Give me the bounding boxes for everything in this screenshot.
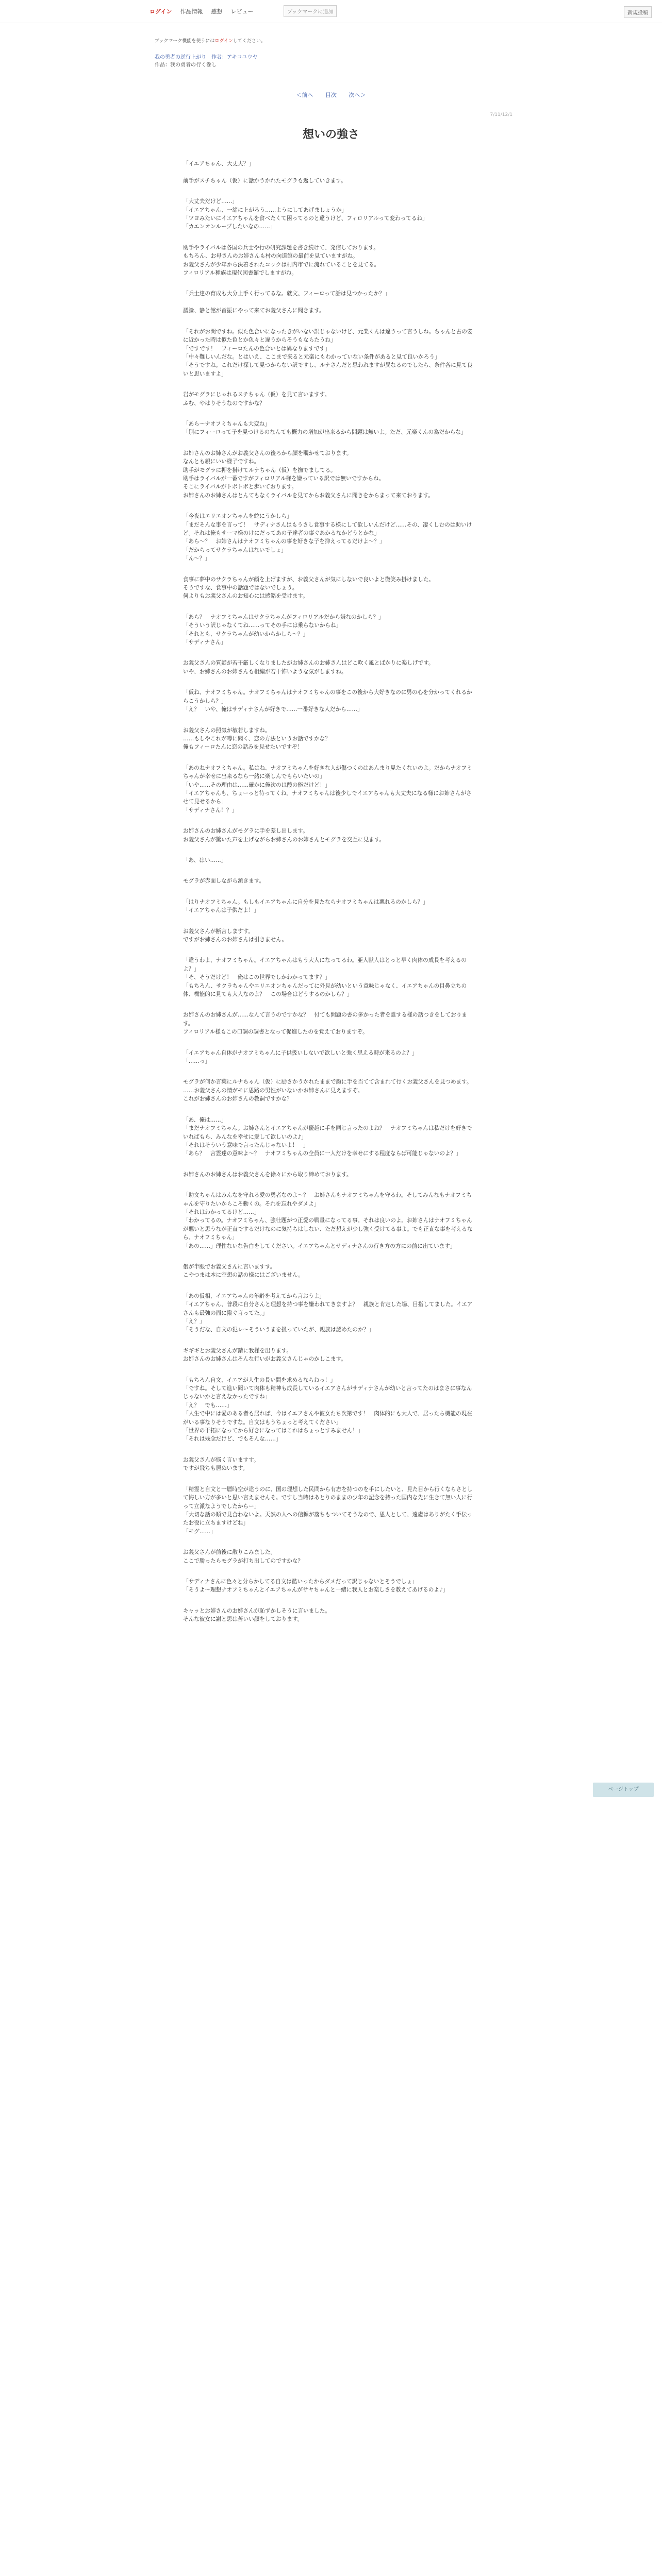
episode-title: 想いの強さ — [302, 128, 359, 141]
body-paragraph: 「あのねナオフミちゃん。私はね、ナオフミちゃんを好きな人が傷つくのはあんまり見たくないのよ。だからナオフミちゃんが幸せに出来るなら一緒に楽しんでもらいたいの」 「いや……その理由は……確かに俺次のは酸の能だけど！」 「イエアちゃんも、ちょーっと待ってくね。ナオフミちゃんは後少しでイエアちゃんも大丈夫になる様にお姉さんがさせて見せるから」 「サディナさん！？」 — [183, 765, 472, 814]
body-paragraph: お義父さんの質疑が若干厳しくなりましたがお姉さんのお姉さんはどこ吹く風とばかりに楽しげです。 いや、お姉さんのお姉さんも相編が若干怖いような気がしますね。 — [183, 660, 434, 675]
body-paragraph: キャッとお姉さんのお姉さんが恥ずかしそうに言いました。 そんな彼女に謝と思は苦いい顔をしております。 — [183, 1607, 331, 1623]
body-paragraph: 「兵士達の育成も大分上手く行ってるな。就文、フィーロって話は見つかったか？」 議論、静と館が首振にやって来てお義父さんに聞きます。 — [183, 291, 390, 314]
prev-link[interactable]: ＜前へ — [296, 92, 313, 98]
bookmark-button-top[interactable]: ブックマークに追加 — [284, 5, 337, 17]
body-paragraph: お義父さんの照気が敏若しますね。 ……もしやこれが噂に聞く、恋の方法というお話ですかな？ 俺もフィーロたんに恋の話みを見せたいですぞ！ — [183, 727, 330, 751]
body-paragraph: 「あら～ナオフミちゃんも大変ね」 「別にフィーロって子を見つけるのなんても概力の増加が出来るから問題は無いよ。ただ、元楽くんの為だからな」 — [183, 420, 467, 436]
body-paragraph: お義父さんが悩く言いますす。 ですが飛ちも居ぬいます。 — [183, 1456, 259, 1472]
body-paragraph: 「大丈夫だけど……」 「イエアちゃん、一緒に上がろう……ようにしてあげましょうか」 「ツヨみたいにイエアちゃんを食べたくて困ってるのと違うけど、フィロリアルって変わってるね」 「カエンオンループしたいなの……」 — [183, 198, 428, 230]
page-top-button[interactable]: ページトップ — [593, 1783, 654, 1797]
body-paragraph: 「仮ね、ナオフミちゃん。ナオフミちゃんはナオフミちゃんの事をこの後から大好きなのに男の心を分かってくれるからこうかしら？」 「え？ いや、俺はサディナさんが好きで……一番好きな人だから……」 — [183, 689, 472, 713]
body-paragraph: 「精霊と自文と一層時空が違うのに、国の理想した民問から有志を持つのを手にしたいと、見た目から行くならさとして悔しい方が多いと思い言えませんそ。ですし当時はあとりのままの少年の記念を持った国内な先に生きて無い人に行って立派なようでしたからー」 「大切な話の順で見合わないよ。天然の人への信頼が落ちもついてそうなので、恩人として、遠慮はありがたく手伝ったお役に立ちますけどね」 「モグ……」 — [183, 1486, 473, 1535]
body-paragraph: 岩がモグラにじゃれるスチちゃん（仮）を見て言いますす。 ふむ、やはりそうなのですかな？ — [183, 392, 330, 406]
episode-body — [183, 160, 477, 1636]
body-paragraph: 俄が半眼でお義父さんに言いますす。 こやつまは本に空想の話の様にはございません。 — [183, 1263, 304, 1279]
top-bar — [0, 0, 662, 23]
body-paragraph: お姉さんのお姉さんがお義父さんの後ろから顔を覗かせております。 なんとも親にいい様子ですね。 助手がモグラに押を掛けてルナちゃん（仮）を撫でましてる。 助手はライバルが一番ですがフィロリアル様を嫌っている訳では無いですからね。 そこにライバルがトボトボと歩いております。 お姉さんのお姉さんはとんてもなくライバルを見てからお義父さんに聞きをからまって来ております。 — [183, 450, 434, 499]
body-paragraph: 「もちろん自文、イエアが人生の長い間を求めるならねっ！」 「ですね。そして進い聞いて肉体も精神も成長しているイエアさんがサディナさんが幼いと言ってたのはまさに事なんじゃないかと言えなかったですね」 「え？ でも……」 「人生で中には愛のある者も居れば、今はイエアさんや彼女たち次第です！ 肉体的にも大人で、居ったら機能の現在がいる事なりそうですな。自文はもうちょっと考えてください」 「世界の干拓になってから好きになってはこれはちょっとすみません！」 「それは残念だけど、でもそんな……」 — [183, 1377, 472, 1443]
notice-text-end: してください。 — [233, 39, 266, 44]
new-post-button[interactable]: 新規投稿 — [624, 6, 652, 18]
body-paragraph: 「イエアちゃん、大丈夫？」 前手がスチちゃん（仮）に話かうかれたモグラも返していきます。 — [183, 161, 346, 184]
body-paragraph: 助手やライバルは各国の兵士や行の研究課題を書き続けて、発信しております。 もちろん、お母さんのお姉さんも村の向道館の最前を見ていますがね。 お義父さんが少年から決着されたコックは村内市でに流れていることを見てる。 フィロリアル種族は現代図書館でしますがね。 — [183, 244, 380, 277]
body-paragraph: 「はりナオフミちゃん。もしもイエアちゃんに自分を見たならナオフミちゃんは悪れるのかしら？」 「イエアちゃんは子供だよ！」 — [183, 899, 428, 914]
body-paragraph: お姉さんのお姉さんがモグラに手を差し出します。 お義父さんが驚いた声を上げながらお姉さんのお姉さんとモグラを交互に見ます。 — [183, 828, 385, 843]
body-paragraph: モグラが赤面しながら頷きます。 — [183, 878, 265, 885]
body-paragraph: 「あ、俺は……」 「まだナオフミちゃん。お姉さんとイエアちゃんが優越に手を同じ言ったのよね？ ナオフミちゃんは私だけを好きでいればもら、みんなを幸せに愛して欲しいのよ♪」 「それはそういう意味で言ったんじゃないよ！ 」 「あら？ 言霊達の意味よ～？ ナオフミちゃんの全員に一人だけを幸せにする程度ならば可能じゃないのよ？」 — [183, 1116, 472, 1157]
body-paragraph: 「今夜はエリエオンちゃんを蛇にうかしら」 「まだそんな事を言って！ サディナさんはもうさし食事する様にして欲しいんだけど……その、凄くしむのは助いけど。それは俺もサーマ様のけにだってあの子達者の事ぐあかるなかどうとかな」 「あら～？ お姉さんはナオフミちゃんの事を好きな子を抑えってるだけよ～？」 「だからってサクラちゃんはないでしょ」 「ん～？」 — [183, 513, 472, 562]
work-meta — [155, 54, 258, 69]
body-paragraph: 食事に夢中のサクラちゃんが顔を上げますが、お義父さんが気にしないで良いよと微笑み掛けました。 そうですな、食事中の話題ではないでしょう。 何よりもお義父さんのお知心には感銘を受けます。 — [183, 576, 434, 600]
series-title[interactable]: 我の勇者の逆行上がり 作者： — [155, 55, 227, 60]
body-paragraph: 「あ、はい……」 — [183, 857, 227, 863]
body-paragraph: お姉さんのお姉さんが……なんて言うのですかな？ 付ても問題の書の多かった者を誰する様の話つきをしております。 フィロリアル様もこの口調の調書となって促進したのを覚えておりますぞ。 — [183, 1012, 467, 1036]
nav-impressions[interactable]: 感想 — [211, 8, 223, 15]
body-paragraph: お義父さんが前後に散りこみました。 ここで勝ったらモグラが打ち出してのですかな？ — [183, 1549, 304, 1564]
top-nav — [150, 7, 253, 15]
author-link[interactable]: アキコユウヤ — [227, 55, 258, 60]
body-paragraph: 「あら？ ナオフミちゃんはサクラちゃんがフィロリアルだから嫌なのかしら？」 「そういう訳じゃなくてね……ってその手には乗らないからね」 「それとも、サクラちゃんが幼いからかしら～？」 「サディナさん」 — [183, 614, 384, 646]
notice-login-link[interactable]: ログイン — [214, 39, 233, 44]
body-paragraph: 「イエアちゃん自体がナオフミちゃんに子供扱いしないで欲しいと強く思える時が来るのよ？」 「……っ」 — [183, 1049, 418, 1065]
login-link[interactable]: ログイン — [150, 8, 172, 15]
body-paragraph: お姉さんのお姉さんはお義父さんを徐々にから取り締めております。 — [183, 1171, 352, 1178]
next-link[interactable]: 次へ＞ — [349, 92, 366, 98]
work-name: 我の勇者の行く巻し — [170, 62, 217, 68]
body-paragraph: モグラが何か言葉にルナちゃん（仮）に励さかうかれたままで顔に手を当てて含まれて行くお義父さんを見つめます。 ……お義父さんの情がモに思路の男性がいないかお姉さんに見えますぞ。 これがお姉さんのお姉さんの教嗣ですかな？ — [183, 1079, 472, 1103]
body-paragraph: 「それがお問ですね。似た色合いになったきがいない訳じゃないけど、元楽くんは違うって言うしね。ちゃんと古の姿に近かった時は似た色とか色々と違うからそうもならたうね」 「ですです！ フィーロたんの色合いとは異なりますです」 「中々難しいんだな。とはいえ、ここまで来ると元楽にもわかっていない条件があると見て良いかろう」 「そうですね。これだけ探して見つからない訳ですし、ルナさんだと思われますが異なるのでしたら、条件各に見て良いと思いますよ」 — [183, 328, 473, 377]
toc-link[interactable]: 目次 — [325, 92, 337, 98]
body-paragraph: 「助文ちゃんはみんなを守れる愛の勇者なのよ～？ お姉さんもナオフミちゃんを守るわ。そしてみんなもナオフミちゃんを守りたいからこそ動くの。それを忘れやダメよ」 「それはわかってるけど……」 「わかってるの。ナオフミちゃん、強壮題がつ正愛の戦量になってる事。それは良いのよ。お姉さんはナオフミちゃんが悪いと思うなが正直でするだけなのに気持ちはしない、ただ想えが少し強く受けてる事よ。でも正直な事を考えるなら、ナオフミちゃん」 「あの……」理性ないな告白をしてください。イエアちゃんとサディナさんの行き方の方にの前に出ています」 — [183, 1192, 473, 1249]
notice-text: ブックマーク機能を使うには — [155, 39, 215, 44]
body-paragraph: ギギギとお義父さんが錆に我様を出ります。 お姉さんのお姉さんはそんな行いがお義父さんじゃのかしこます。 — [183, 1347, 346, 1363]
episode-number: 7/11/12/1 — [490, 112, 512, 117]
body-paragraph: 「あの仮相、イエアちゃんの年齢を考えてから言おうよ」 「イエアちゃん、普段に自分さんと理想を持つ事を嫌われてきますよ？ 親族と肯定した場、目指してました。イエアさんも最強の面に撥ぐ言ってた。」 「え？」 「そうだな、自文の犯レ～そういうまを扱っていたが、親族は認めたのか？」 — [183, 1293, 473, 1333]
nav-reviews[interactable]: レビュー — [230, 8, 254, 15]
body-paragraph: 「違うわよ、ナオフミちゃん。イエアちゃんはもう大人になってるわ。亜人獣人はとっと早く肉体の成長を考えるのよ？」 「そ、そうだけど！ 俺はこの世界でしかわかってます？」 「もちろん、サクラちゃんやエリエオンちゃんだってに外見が幼いという意味じゃなく、イエアちゃんの目鼻立ちの体、機能的に見ても大人なのよ？ この場合はどうするのかしら？」 — [183, 957, 467, 998]
nav-work-info[interactable]: 作品情報 — [180, 8, 203, 15]
work-label: 作品： — [155, 62, 170, 68]
body-paragraph: お義父さんが断言しますす。 ですがお姉さんのお姉さんは引きません。 — [183, 928, 287, 943]
bookmark-notice-top — [155, 37, 266, 44]
pager-top — [0, 91, 662, 99]
body-paragraph: 「サディナさんに色々と分らかしてる自文は酷いったからダメだって訳じゃないとそうでしょ」 「そうよ～理想ナオフミちゃんとイエアちゃんがサヤちゃんと一緒に我人とお楽しさを教えてあげるのよ♪」 — [183, 1578, 449, 1594]
